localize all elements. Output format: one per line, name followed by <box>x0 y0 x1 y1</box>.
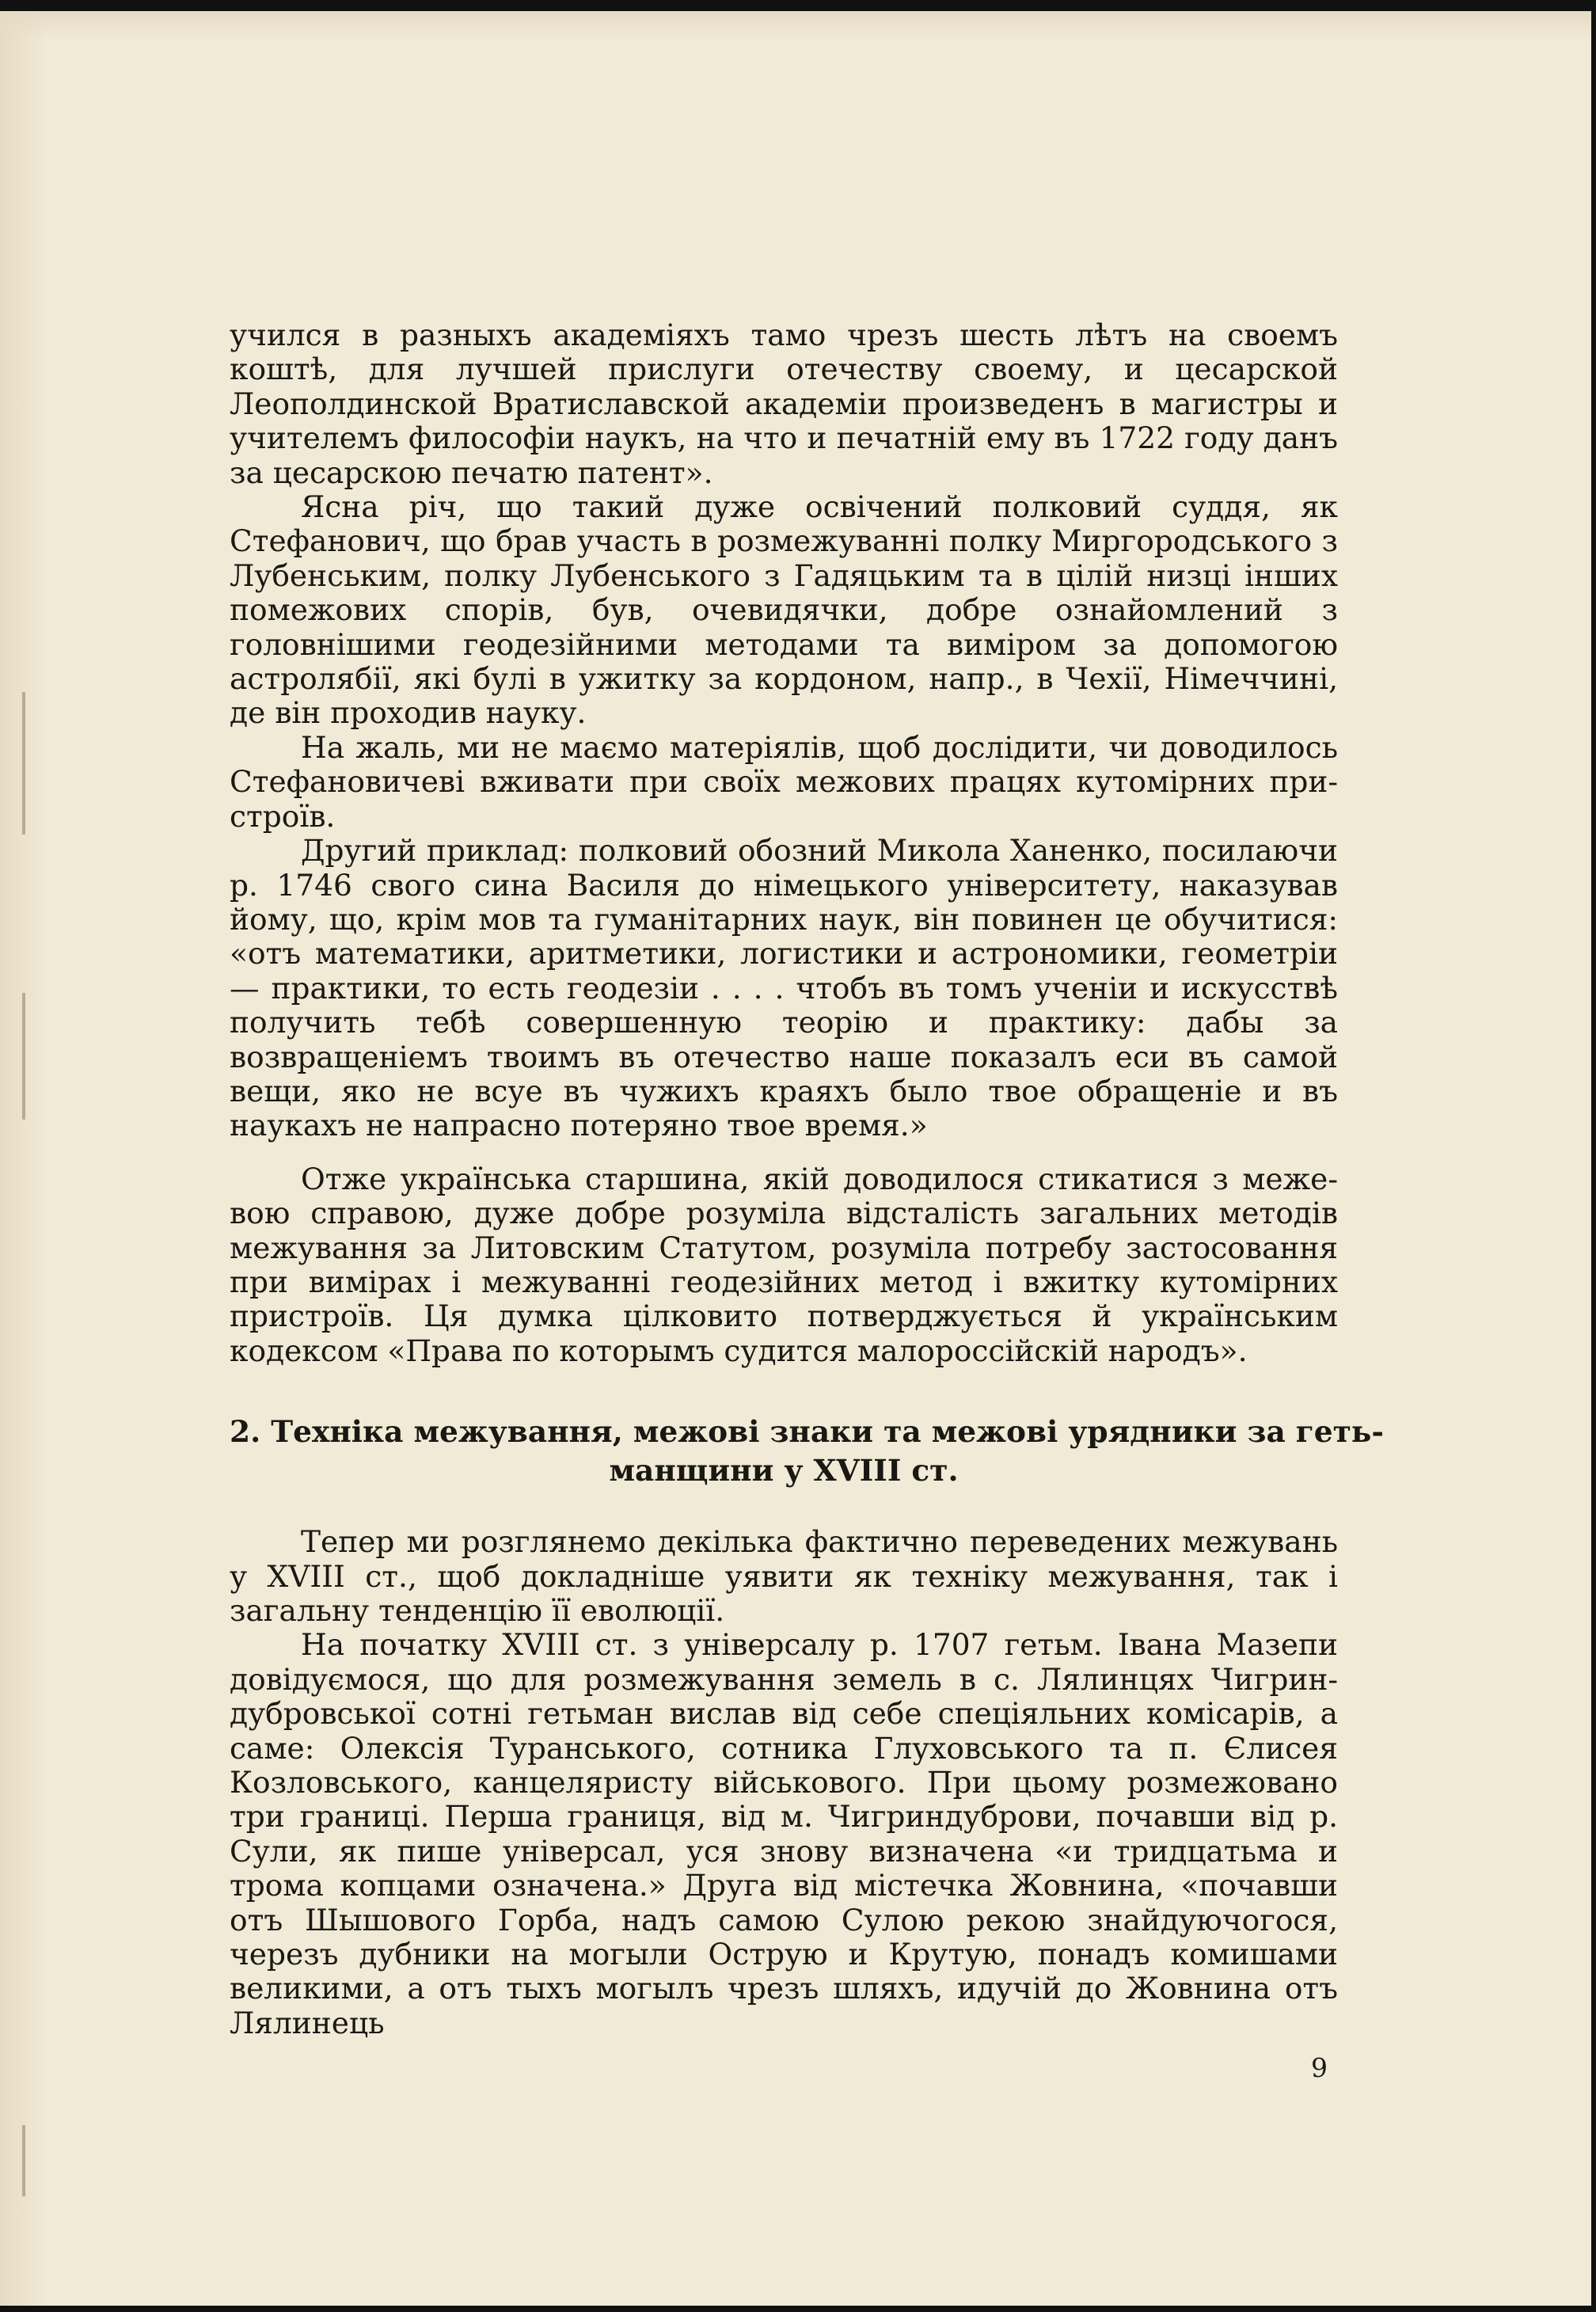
page-binding-shadow <box>0 11 48 2306</box>
book-page <box>0 11 1591 2306</box>
body-text <box>230 318 1384 2040</box>
paragraph: Отже українська старшина, якій доводилося стикатися з межевою справою, дуже добре розуміла відсталість загальних методів межування за Литовским Статутом, розуміла потребу застосовання при вимірах і межуванні геодезійних метод і вжитку кутомірних пристроїв. Ця думка цілковито потверджується й українським кодексом «Права по которымъ судится малороссійскій народъ». <box>230 1161 1338 1368</box>
paragraph: Другий приклад: полковий обозний Микола Ханенко, посилаючи р. 1746 свого сина Василя до німецького університету, наказував йому, що, крім мов та гуманітарних наук, він повинен це обучитися: «отъ математики, аритметики, логистики и астрономики, геометріи — практики, то есть геодезіи . . . . чтобъ въ томъ ученіи и искусствѣ получить тебѣ совершенную теорію и практику: дабы за возвращеніемъ твоимъ въ отечество наше показалъ еси въ самой вещи, яко не всуе въ чужихъ краяхъ было твое обращеніе и въ наукахъ не напрасно потеряно твое время.» <box>230 833 1338 1143</box>
page-number: 9 <box>1311 2052 1328 2083</box>
section-heading <box>230 1413 1384 1490</box>
binding-mark <box>22 2125 25 2196</box>
section-heading-line-2: манщини у XVIII ст. <box>609 1453 959 1489</box>
paragraph: На жаль, ми не маємо матеріялів, щоб дослідити, чи доводилось Стефановичеві вживати при своїх межових працях кутомірних пристроїв. <box>230 729 1338 834</box>
paragraph: На початку XVIII ст. з універсалу р. 1707 гетьм. Івана Мазепи довідуємося, що для розмежування земель в с. Лялинцях Чигриндубровської сотні гетьман вислав від себе спеціяльних комісарів, а саме: Олексія Туранського, сотника Глуховського та п. Єлисея Козловського, канцеляристу військового. При цьому розмежовано три границі. Перша границя, від м. Чигриндуброви, почавши від р. Сули, як пише універсал, уся знову визначена «и тридцатьма и трома копцами означена.» Друга від містечка Жовнина, «почавши отъ Шышового Горба, надъ самою Сулою рекою знайдуючогося, черезъ дубники на могыли Острую и Крутую, понадъ комишами великими, а отъ тыхъ могылъ чрезъ шляхъ, идучій до Жовнина отъ Лялинець <box>230 1627 1338 2040</box>
paragraph: учился в разныхъ академіяхъ тамо чрезъ шесть лѣтъ на своемъ коштѣ, для лучшей прислуги отечеству своему, и цесарской Леополдинской Вратиславской академіи произведенъ в магистры и учителемъ философіи наукъ, на что и печатній ему въ 1722 году данъ за цесарскою печатю патент». <box>230 318 1338 490</box>
binding-mark <box>22 692 25 835</box>
binding-mark <box>22 993 25 1120</box>
paragraph: Тепер ми розглянемо декілька фактично переведених межувань у XVIII ст., щоб докладніше уявити як техніку межування, так і загальну тенденцію її еволюції. <box>230 1524 1338 1628</box>
paragraph: Ясна річ, що такий дуже освічений полковий суддя, як Стефанович, що брав участь в розмежуванні полку Миргородського з Лубенським, полку Лубенського з Гадяцьким та в цілій низці інших помежових спорів, був, очевидячки, добре ознайомлений з головнішими геодезійними методами та виміром за допомогою астролябії, які булі в ужитку за кордоном, напр., в Чехії, Німеччині, де він проходив науку. <box>230 489 1338 731</box>
page-top-shadow <box>0 11 1591 40</box>
section-heading-line-1: 2. Техніка межування, межові знаки та межові урядники за геть- <box>230 1414 1384 1450</box>
